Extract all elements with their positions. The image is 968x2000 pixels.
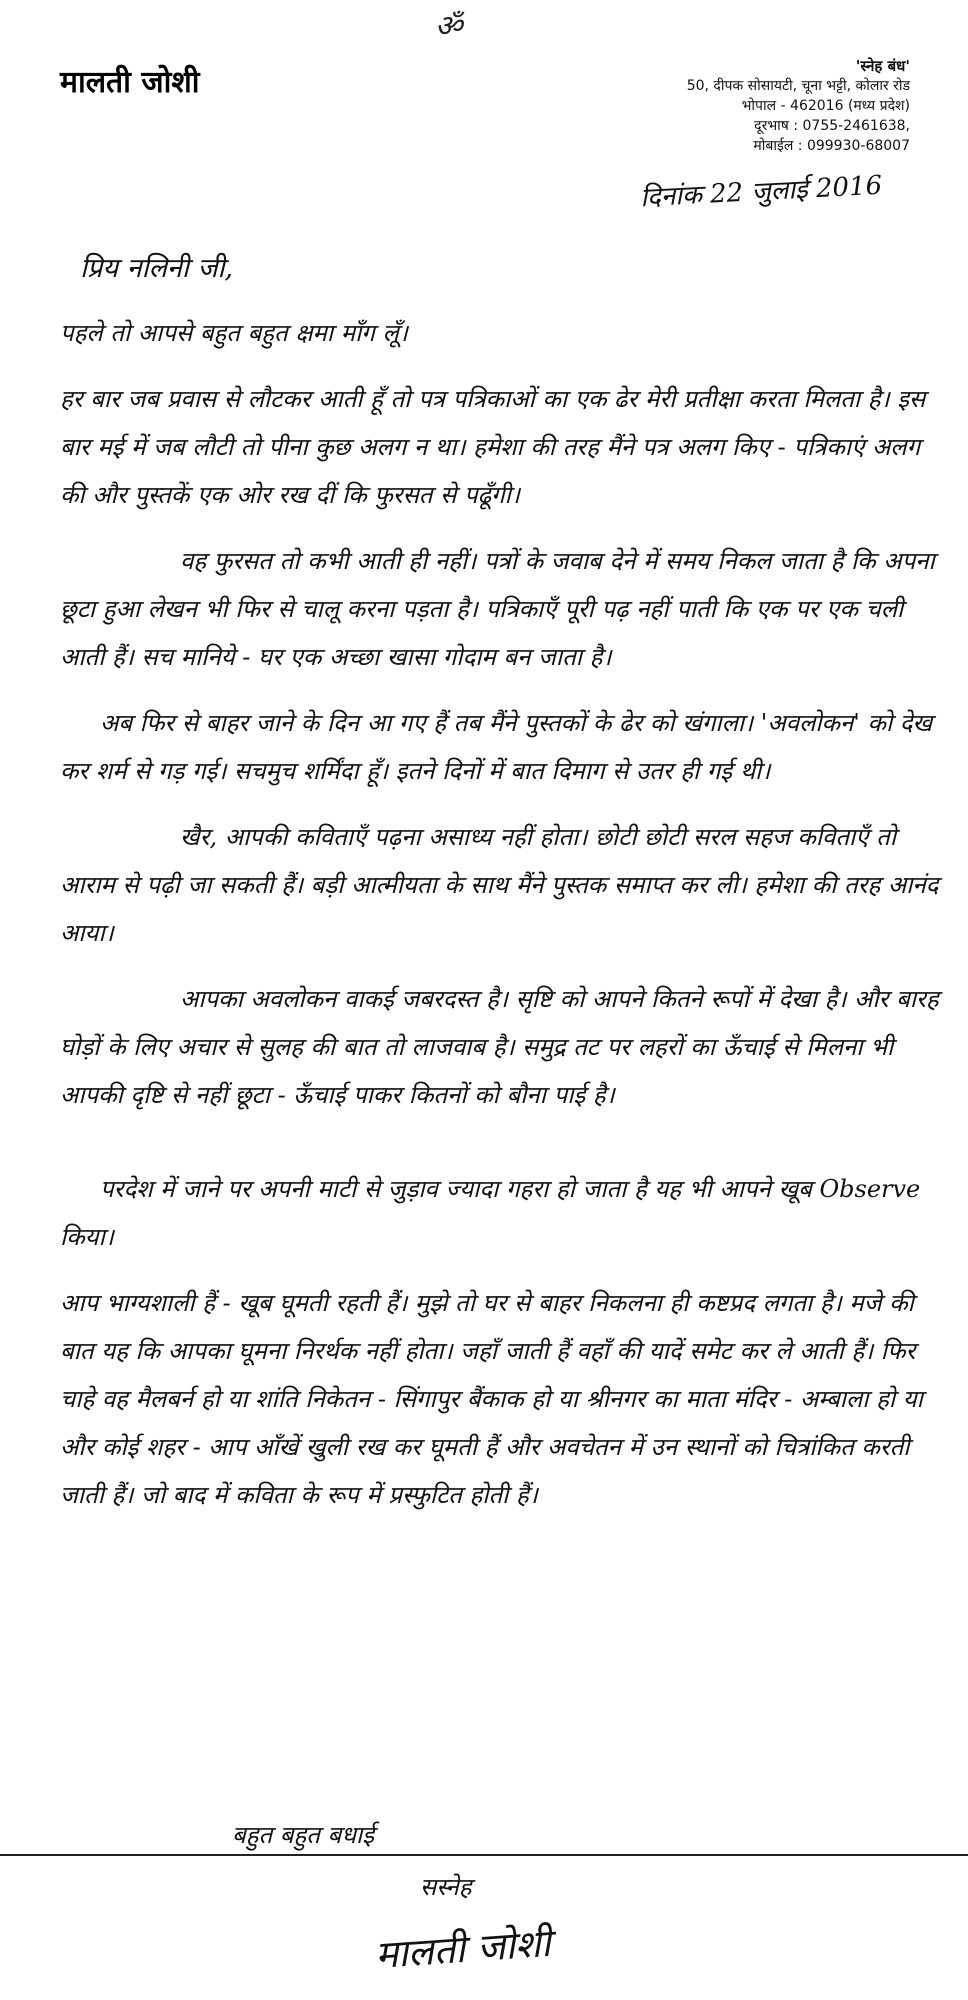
paragraph-observation: आपका अवलोकन वाकई जबरदस्त है। सृष्टि को आपने कितने रूपों में देखा है। और बारह घोड़ों के लिए अचार से सुलह की बात तो लाजवाब है। समुद्र तट पर लहरों का ऊँचाई से मिलना भी आपकी दृष्टि से नहीं छूटा - ऊँचाई पाकर कितनों को बौना पाई है।	[60, 985, 939, 1109]
paragraph-places: आप भाग्यशाली हैं - खूब घूमती रहती हैं। मुझे तो घर से बाहर निकलना ही कष्टप्रद लगता है। मजे की बात यह कि आपका घूमना निरर्थक नहीं होता। जहाँ जाती हैं वहाँ की यादें समेट कर ले आती हैं। फिर चाहे वह मैलबर्न हो या शांति निकेतन - सिंगापुर बैंकाक हो या श्रीनगर का माता मंदिर - अम्बाला हो या और कोई शहर - आप आँखें खुली रख कर घूमती हैं और अवचेतन में उन स्थानों को चित्रांकित करती जाती हैं। जो बाद में कविता के रूप में प्रस्फुटित होती हैं।	[60, 1289, 923, 1509]
sender-name: मालती जोशी	[60, 65, 200, 100]
signature: मालती जोशी	[373, 1920, 553, 1978]
sign-off: सस्नेह	[420, 1873, 472, 1901]
closing-congratulations: बहुत बहुत बधाई	[232, 1821, 374, 1849]
mobile-number: मोबाईल : 099930-68007	[753, 138, 910, 154]
divider-line	[0, 1854, 968, 1856]
paragraph-book: अब फिर से बाहर जाने के दिन आ गए हैं तब मैंने पुस्तकों के ढेर को खंगाला। 'अवलोकन' को देख कर शर्म से गड़ गई। सचमुच शर्मिंदा हूँ। इतने दिनों में बात दिमाग से उतर ही गई थी।	[60, 709, 933, 785]
phone-number: दूरभाष : 0755-2461638,	[754, 118, 910, 134]
invocation-symbol: ॐ	[435, 9, 463, 44]
house-name: 'स्नेह बंध'	[855, 57, 910, 75]
paragraph-apology: पहले तो आपसे बहुत बहुत क्षमा माँग लूँ।	[60, 319, 408, 347]
address-line-2: भोपाल - 462016 (मध्य प्रदेश)	[741, 98, 910, 114]
letter-body	[60, 248, 940, 1537]
letter-date: दिनांक 22 जुलाई 2016	[639, 170, 883, 214]
paragraph-poems: खैर, आपकी कविताएँ पढ़ना असाध्य नहीं होता। छोटी छोटी सरल सहज कविताएँ तो आराम से पढ़ी जा सकती हैं। बड़ी आत्मीयता के साथ मैंने पुस्तक समाप्त कर ली। हमेशा की तरह आनंद आया।	[60, 823, 939, 947]
sender-address-block	[687, 56, 910, 156]
paragraph-homeland: परदेश में जाने पर अपनी माटी से जुड़ाव ज्यादा गहरा हो जाता है यह भी आपने खूब Observe किया।	[60, 1175, 921, 1251]
paragraph-leisure: वह फुरसत तो कभी आती ही नहीं। पत्रों के जवाब देने में समय निकल जाता है कि अपना छूटा हुआ लेखन भी फिर से चालू करना पड़ता है। पत्रिकाएँ पूरी पढ़ नहीं पाती कि एक पर एक चली आती हैं। सच मानिये - घर एक अच्छा खासा गोदाम बन जाता है।	[60, 547, 935, 671]
address-line-1: 50, दीपक सोसायटी, चूना भट्टी, कोलार रोड	[686, 78, 910, 94]
salutation: प्रिय नलिनी जी,	[80, 253, 234, 284]
paragraph-travel: हर बार जब प्रवास से लौटकर आती हूँ तो पत्र पत्रिकाओं का एक ढेर मेरी प्रतीक्षा करता मिलता है। इस बार मई में जब लौटी तो पीना कुछ अलग न था। हमेशा की तरह मैंने पत्र अलग किए - पत्रिकाएं अलग की और पुस्तकें एक ओर रख दीं कि फुरसत से पढूँगी।	[60, 385, 926, 509]
